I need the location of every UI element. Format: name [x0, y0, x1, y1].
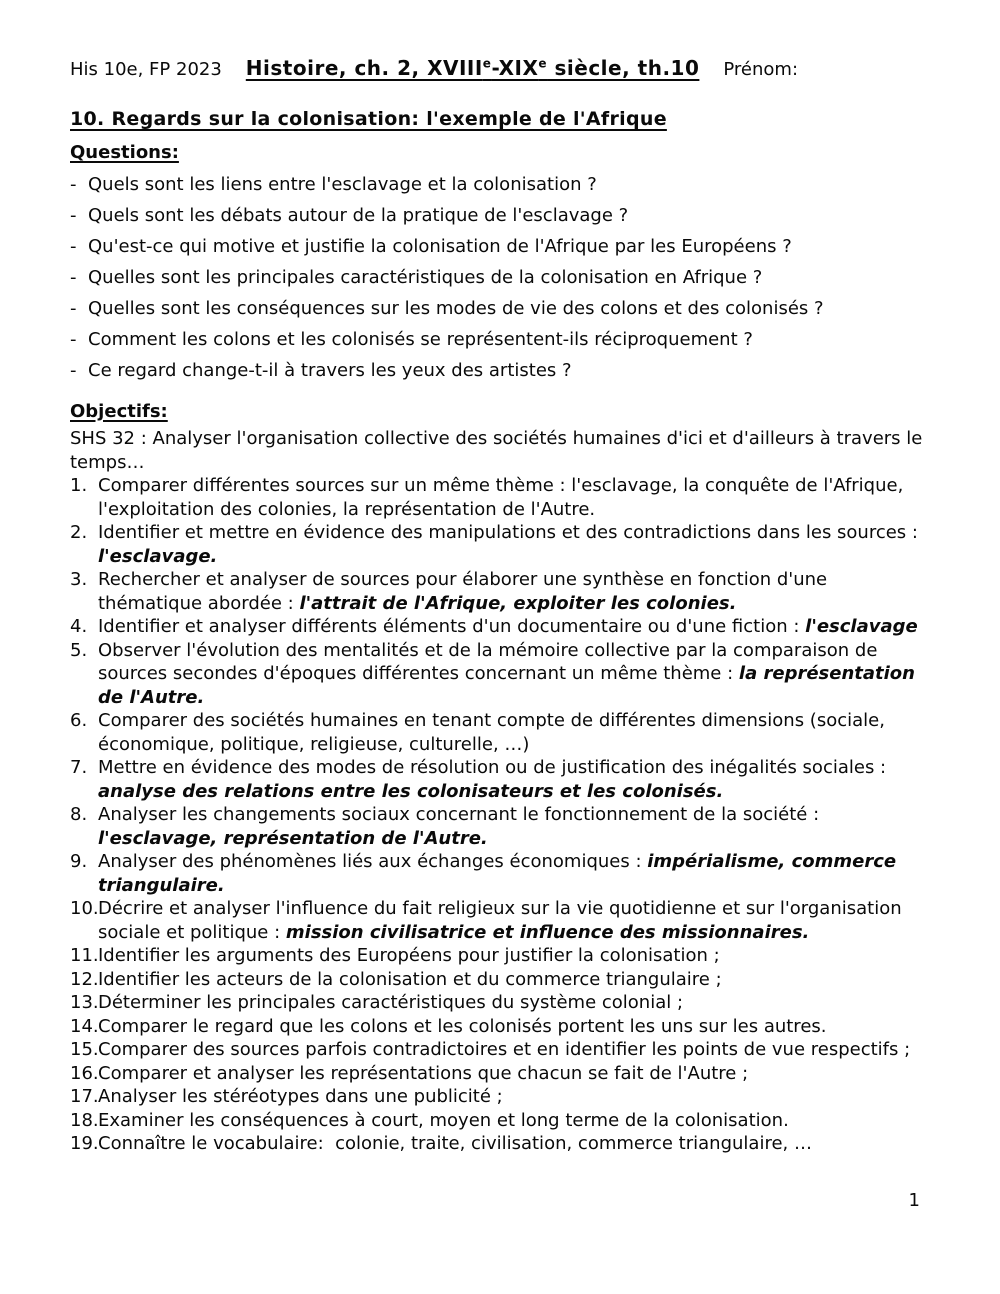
objectives-list: [70, 474, 936, 1156]
objective-text: Identifier et mettre en évidence des manipulations et des contradictions dans les sources :: [98, 522, 918, 543]
objective-item: [70, 1132, 936, 1156]
objective-number: 12.: [70, 968, 99, 990]
objective-emphasis: mission civilisatrice et influence des missionnaires.: [285, 921, 810, 943]
objective-number: 16.: [70, 1062, 99, 1084]
objective-item: [70, 474, 936, 521]
objective-item: [70, 521, 936, 568]
objective-number: 13.: [70, 992, 99, 1013]
objective-text: Examiner les conséquences à court, moyen et long terme de la colonisation.: [98, 1109, 789, 1131]
objective-text: Décrire et analyser l'influence du fait religieux sur la vie quotidienne et sur l'organisation sociale et politique :: [98, 898, 902, 943]
objective-number: 18.: [70, 1109, 99, 1131]
bullet-dash: -: [70, 174, 77, 195]
objective-emphasis: analyse des relations entre les colonisateurs et les colonisés.: [98, 780, 724, 802]
objective-number: 5.: [70, 639, 88, 661]
objective-item: [70, 944, 936, 968]
objective-text: Rechercher et analyser de sources pour élaborer une synthèse en fonction d'une thématique abordée :: [98, 569, 828, 614]
objective-text: Comparer des sociétés humaines en tenant compte de différentes dimensions (sociale, économique, politique, religieuse, culturelle, …): [98, 710, 885, 755]
objective-number: 19.: [70, 1133, 99, 1154]
objective-text: Analyser les changements sociaux concernant le fonctionnement de la société :: [98, 804, 820, 825]
question-text: Quelles sont les conséquences sur les modes de vie des colons et des colonisés ?: [88, 298, 824, 319]
question-text: Quels sont les liens entre l'esclavage et la colonisation ?: [88, 174, 597, 195]
course-code: His 10e, FP 2023: [70, 59, 222, 80]
question-item: [70, 235, 936, 259]
name-label: Prénom:: [723, 59, 799, 80]
objective-text: Connaître le vocabulaire: colonie, traite, civilisation, commerce triangulaire, …: [98, 1133, 812, 1154]
title-text: siècle, th.10: [547, 56, 700, 80]
questions-heading: Questions:: [70, 142, 179, 163]
objective-number: 10.: [70, 898, 99, 919]
objective-item: [70, 897, 936, 944]
objective-text: Identifier les arguments des Européens pour justifier la colonisation ;: [98, 945, 720, 966]
objective-text: Observer l'évolution des mentalités et de la mémoire collective par la comparaison de sources secondes d'époques différentes concernant un même thème :: [98, 639, 878, 684]
objective-emphasis: impérialisme, commerce triangulaire.: [98, 851, 897, 896]
objective-number: 14.: [70, 1015, 99, 1037]
objective-item: [70, 991, 936, 1015]
objective-item: [70, 1038, 936, 1062]
document-title: [246, 56, 700, 80]
objective-text: Comparer le regard que les colons et les colonisés portent les uns sur les autres.: [98, 1015, 827, 1037]
objective-item: [70, 568, 936, 615]
questions-list: [70, 173, 936, 383]
objective-item: [70, 639, 936, 710]
objective-text: Identifier les acteurs de la colonisation et du commerce triangulaire ;: [98, 968, 722, 990]
objective-number: 1.: [70, 475, 88, 496]
question-item: [70, 297, 936, 321]
objective-number: 7.: [70, 757, 88, 778]
objective-text: Déterminer les principales caractéristiques du système colonial ;: [98, 992, 684, 1013]
page-number: 1: [908, 1190, 920, 1211]
question-text: Ce regard change-t-il à travers les yeux des artistes ?: [88, 360, 572, 381]
objectives-intro: SHS 32 : Analyser l'organisation collective des sociétés humaines d'ici et d'ailleurs à travers le temps…: [70, 428, 923, 473]
objective-emphasis: l'esclavage: [805, 616, 918, 637]
objective-number: 9.: [70, 851, 88, 872]
objective-number: 8.: [70, 804, 88, 825]
question-text: Quelles sont les principales caractéristiques de la colonisation en Afrique ?: [88, 267, 763, 288]
bullet-dash: -: [70, 205, 77, 226]
objective-number: 4.: [70, 616, 88, 637]
objective-text: Comparer des sources parfois contradictoires et en identifier les points de vue respectifs ;: [98, 1039, 911, 1060]
objective-item: [70, 1062, 936, 1086]
bullet-dash: -: [70, 360, 77, 381]
title-text: Histoire, ch. 2, XVIII: [245, 56, 483, 80]
objective-number: 15.: [70, 1039, 99, 1060]
title-superscript: e: [538, 56, 548, 71]
page-header: [70, 56, 936, 80]
question-item: [70, 359, 936, 383]
objectives-heading: Objectifs:: [70, 401, 168, 422]
objective-number: 3.: [70, 569, 88, 590]
objective-item: [70, 1109, 936, 1133]
objective-item: [70, 968, 936, 992]
objective-number: 11.: [70, 945, 99, 966]
objective-item: [70, 756, 936, 803]
objective-text: Identifier et analyser différents éléments d'un documentaire ou d'une fiction :: [98, 616, 800, 637]
question-text: Comment les colons et les colonisés se représentent-ils réciproquement ?: [88, 329, 753, 350]
objective-text: Analyser des phénomènes liés aux échanges économiques :: [98, 851, 642, 872]
bullet-dash: -: [70, 236, 77, 257]
objective-emphasis: l'attrait de l'Afrique, exploiter les colonies.: [299, 592, 737, 614]
objective-number: 6.: [70, 710, 88, 731]
title-superscript: e: [482, 56, 492, 71]
objective-item: [70, 1015, 936, 1039]
question-item: [70, 328, 936, 352]
question-item: [70, 204, 936, 228]
bullet-dash: -: [70, 329, 77, 350]
objective-emphasis: l'esclavage.: [98, 545, 218, 567]
question-item: [70, 173, 936, 197]
objective-text: Mettre en évidence des modes de résolution ou de justification des inégalités sociales :: [98, 757, 887, 778]
question-text: Quels sont les débats autour de la pratique de l'esclavage ?: [88, 205, 629, 226]
title-text: -XIX: [491, 56, 539, 80]
objective-emphasis: la représentation de l'Autre.: [98, 663, 915, 708]
question-text: Qu'est-ce qui motive et justifie la colonisation de l'Afrique par les Européens ?: [88, 236, 792, 257]
objective-emphasis: l'esclavage, représentation de l'Autre.: [98, 827, 488, 849]
objective-item: [70, 803, 936, 850]
objective-item: [70, 709, 936, 756]
objective-item: [70, 850, 936, 897]
objective-text: Analyser les stéréotypes dans une publicité ;: [98, 1086, 503, 1107]
section-title: 10. Regards sur la colonisation: l'exemple de l'Afrique: [70, 108, 667, 130]
objective-item: [70, 615, 936, 639]
bullet-dash: -: [70, 298, 77, 319]
objective-text: Comparer et analyser les représentations que chacun se fait de l'Autre ;: [98, 1062, 749, 1084]
objective-number: 17.: [70, 1086, 99, 1107]
objective-number: 2.: [70, 522, 88, 543]
bullet-dash: -: [70, 267, 77, 288]
objective-text: Comparer différentes sources sur un même thème : l'esclavage, la conquête de l'Afrique, l'exploitation des colonies, la représentation de l'Autre.: [98, 475, 904, 520]
question-item: [70, 266, 936, 290]
objective-item: [70, 1085, 936, 1109]
